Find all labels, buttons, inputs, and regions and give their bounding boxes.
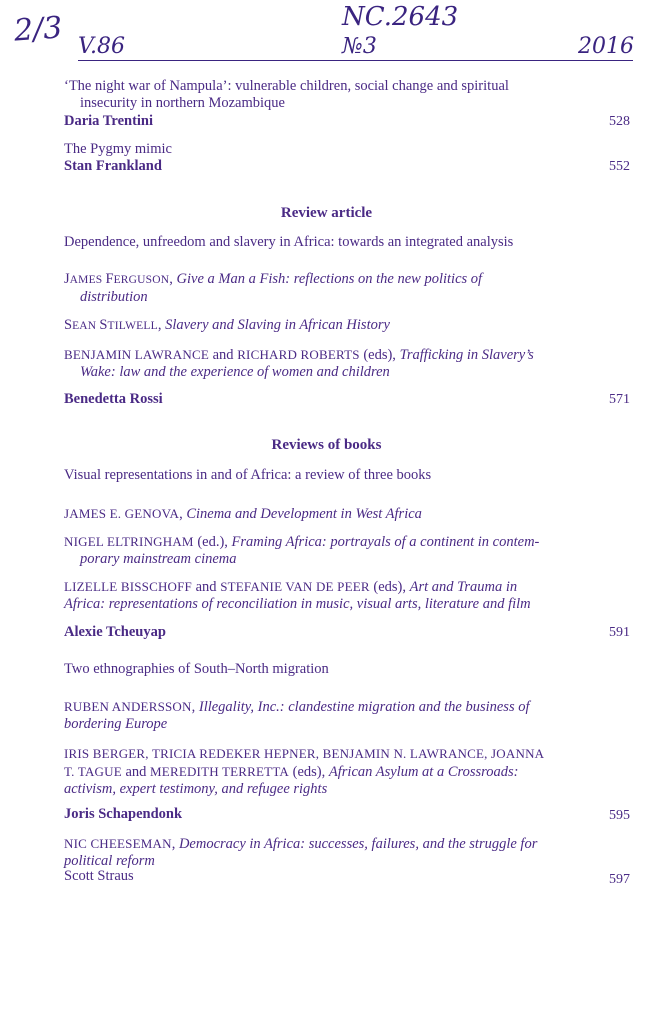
- handwritten-underline: [78, 60, 633, 61]
- book-author: JAMES FERGUSON: [64, 271, 170, 287]
- section-heading: Review article: [280, 205, 373, 221]
- page-number: 528: [609, 114, 630, 129]
- page-number: 571: [609, 392, 630, 407]
- article-title: ‘The night war of Nampula’: vulnerable children, social change and spiritual insecurity in northern Mozambique: [64, 78, 509, 111]
- book-entry: LIZELLE BISSCHOFF and STEFANIE VAN DE PEER (eds), Art and Trauma in Africa: representations of reconciliation in music, visual arts, literature and film: [64, 579, 531, 612]
- review-group-title: Visual representations in and of Africa: a review of three books: [64, 467, 432, 483]
- book-entry: SEAN STILWELL, Slavery and Slaving in African History: [64, 317, 390, 333]
- page-number: 595: [609, 808, 630, 823]
- reviewer-name: Benedetta Rossi: [64, 391, 163, 407]
- page-number: 591: [609, 625, 630, 640]
- reviewer-name: Alexie Tcheuyap: [64, 624, 166, 640]
- reviewer-name: Joris Schapendonk: [64, 806, 183, 822]
- page-number: 552: [609, 159, 630, 174]
- handwritten-year: 2016: [578, 34, 634, 59]
- book-entry: IRIS BERGER, TRICIA REDEKER HEPNER, BENJAMIN N. LAWRANCE, JOANNA T. TAGUE and MEREDITH TERRETTA (eds), African Asylum at a Crossroads: activism, expert testimony, and refugee rights: [64, 746, 545, 797]
- page-number: 597: [609, 872, 630, 887]
- book-entry: BENJAMIN LAWRANCE and RICHARD ROBERTS (eds), Trafficking in Slavery’s Wake: law and the experience of women and children: [64, 347, 534, 380]
- book-entry: JAMES E. GENOVA, Cinema and Development in West Africa: [64, 506, 422, 522]
- article-title: The Pygmy mimic: [64, 141, 172, 157]
- book-entry: NIC CHEESEMAN, Democracy in Africa: successes, failures, and the struggle for political reform: [64, 836, 538, 869]
- article-author: Daria Trentini: [64, 113, 154, 129]
- handwritten-nc-number: NC.2643: [342, 2, 459, 32]
- handwritten-volume: V.86: [78, 34, 126, 59]
- section-heading: Reviews of books: [271, 437, 382, 453]
- article-author: Stan Frankland: [64, 158, 162, 174]
- review-article-title: Dependence, unfreedom and slavery in Africa: towards an integrated analysis: [64, 234, 514, 250]
- reviewer-name: Scott Straus: [64, 868, 134, 884]
- book-entry: JAMES FERGUSON, Give a Man a Fish: reflections on the new politics of distribution: [64, 271, 483, 305]
- book-author: SEAN STILWELL: [64, 317, 158, 333]
- review-group-title: Two ethnographies of South–North migration: [64, 661, 329, 677]
- handwritten-fraction: 2/3: [12, 10, 64, 49]
- book-entry: NIGEL ELTRINGHAM (ed.), Framing Africa: portrayals of a continent in contem- porary mainstream cinema: [64, 534, 540, 567]
- book-entry: RUBEN ANDERSSON, Illegality, Inc.: clandestine migration and the business of bordering Europe: [64, 699, 530, 732]
- handwritten-issue-number: №3: [342, 34, 377, 59]
